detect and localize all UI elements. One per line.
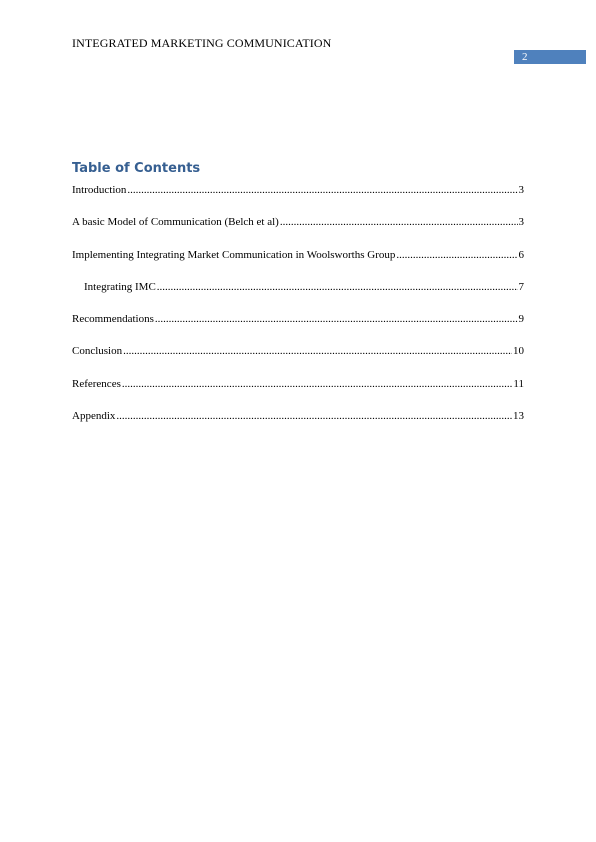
- toc-dot-leader: [116, 409, 512, 423]
- toc-entry-recommendations[interactable]: [72, 312, 524, 326]
- running-header-title: INTEGRATED MARKETING COMMUNICATION: [72, 36, 332, 50]
- toc-entry-page: 9: [518, 313, 524, 326]
- toc-entry-title: A basic Model of Communication (Belch et al): [72, 216, 279, 229]
- toc-entry-implementing-imc[interactable]: [72, 248, 524, 262]
- table-of-contents: [72, 160, 524, 441]
- toc-entry-title: References: [72, 377, 121, 390]
- toc-dot-leader: [127, 183, 517, 197]
- toc-entry-title: Appendix: [72, 410, 116, 423]
- toc-entry-page: 10: [513, 345, 524, 358]
- toc-entry-title: Introduction: [72, 184, 127, 196]
- toc-entry-page: 13: [513, 410, 524, 423]
- toc-entry-title: Conclusion: [72, 345, 123, 358]
- toc-entry-basic-model[interactable]: [72, 215, 524, 229]
- toc-dot-leader: [123, 344, 512, 358]
- toc-entry-page: 3: [518, 216, 524, 229]
- toc-entry-title: Implementing Integrating Market Communication in Woolsworths Group: [72, 248, 396, 261]
- page-number: 2: [522, 51, 528, 63]
- toc-dot-leader: [122, 377, 513, 391]
- toc-entry-page: 7: [518, 280, 524, 293]
- toc-entry-conclusion[interactable]: [72, 344, 524, 358]
- toc-dot-leader: [155, 312, 518, 326]
- toc-entry-references[interactable]: [72, 377, 524, 391]
- toc-dot-leader: [396, 248, 517, 262]
- toc-entry-title: Integrating IMC: [84, 280, 156, 293]
- toc-dot-leader: [280, 215, 518, 229]
- toc-entry-page: 3: [518, 184, 524, 196]
- toc-entry-page: 6: [518, 248, 524, 261]
- page-number-badge: [514, 50, 586, 64]
- toc-entry-title: Recommendations: [72, 313, 154, 326]
- toc-entry-page: 11: [513, 377, 524, 390]
- toc-entry-appendix[interactable]: [72, 409, 524, 423]
- toc-dot-leader: [157, 280, 518, 294]
- toc-heading: Table of Contents: [72, 161, 201, 176]
- toc-entry-introduction[interactable]: [72, 183, 524, 197]
- toc-entry-integrating-imc[interactable]: [72, 280, 524, 294]
